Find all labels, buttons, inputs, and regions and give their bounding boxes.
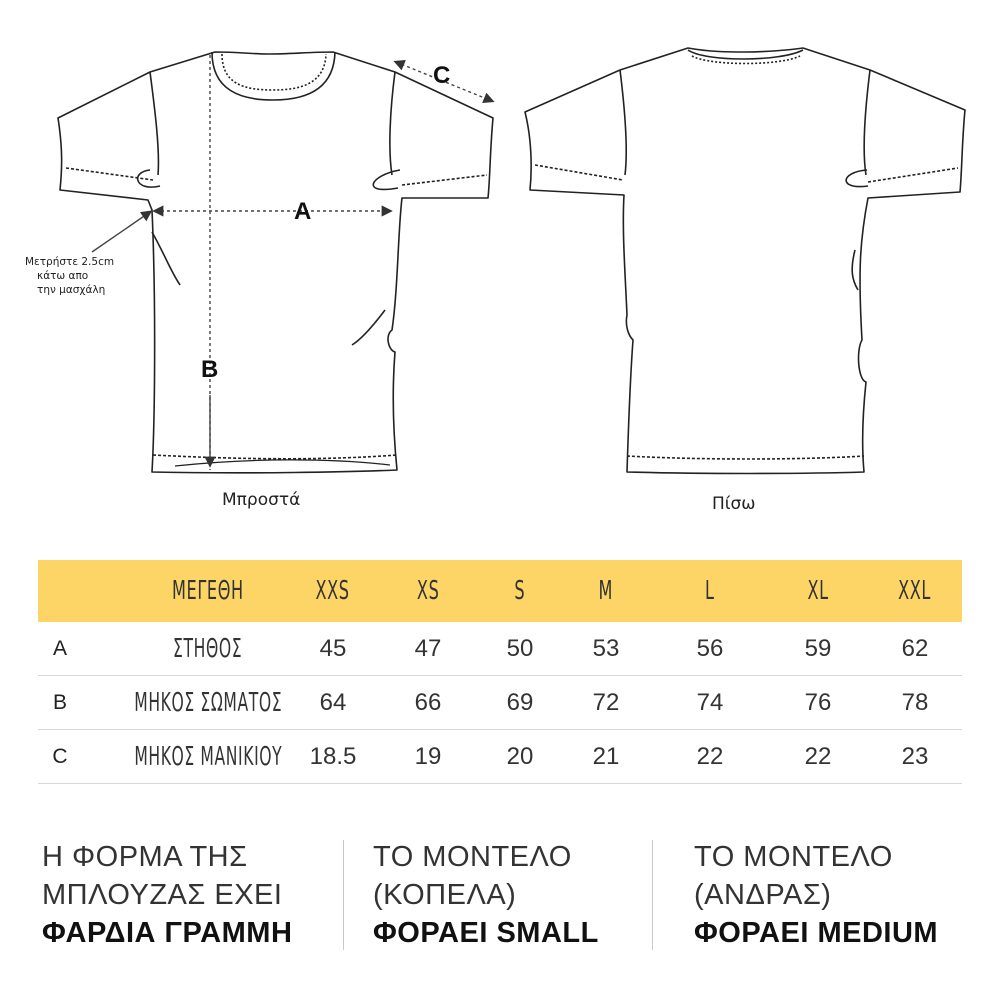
back-shirt-outline bbox=[525, 48, 965, 474]
row-name: ΜΗΚΟΣ ΣΩΜΑΤΟΣ bbox=[134, 687, 282, 718]
size-header: XXS bbox=[315, 576, 351, 606]
header-sizes-label: ΜΕΓΕΘΗ bbox=[172, 576, 244, 606]
table-cell: 45 bbox=[319, 634, 347, 662]
table-cell: 18.5 bbox=[309, 742, 357, 770]
table-cell: 50 bbox=[506, 634, 534, 662]
model-male-line: (ΑΝΔΡΑΣ) bbox=[694, 879, 832, 911]
model-female-info bbox=[373, 838, 599, 952]
size-header: S bbox=[514, 576, 526, 606]
model-male-info bbox=[694, 838, 938, 952]
table-cell: 69 bbox=[506, 688, 534, 716]
model-male-line: ΤΟ ΜΟΝΤΕΛΟ bbox=[694, 841, 893, 873]
table-cell: 62 bbox=[901, 634, 929, 662]
table-cell: 22 bbox=[804, 742, 832, 770]
table-cell: 23 bbox=[901, 742, 929, 770]
size-header: XXL bbox=[898, 576, 932, 606]
model-male-line-bold: ΦΟΡΑΕΙ MEDIUM bbox=[694, 917, 939, 949]
size-header: L bbox=[705, 576, 715, 606]
table-cell: 76 bbox=[804, 688, 832, 716]
model-female-line: (ΚΟΠΕΛΑ) bbox=[373, 879, 517, 911]
measure-note-line: την μασχάλη bbox=[37, 284, 106, 296]
fit-line-bold: ΦΑΡΔΙΑ ΓΡΑΜΜΗ bbox=[42, 917, 293, 949]
table-cell: 20 bbox=[506, 742, 534, 770]
table-cell: 21 bbox=[592, 742, 620, 770]
label-b: B bbox=[201, 356, 219, 383]
divider bbox=[652, 840, 653, 950]
size-table-header bbox=[38, 560, 962, 622]
size-header: M bbox=[598, 576, 614, 606]
table-cell: 64 bbox=[319, 688, 347, 716]
back-caption: Πίσω bbox=[712, 494, 756, 514]
table-cell: 56 bbox=[696, 634, 724, 662]
size-table bbox=[38, 560, 962, 784]
row-letter: A bbox=[52, 636, 67, 660]
divider bbox=[343, 840, 344, 950]
table-cell: 72 bbox=[592, 688, 620, 716]
table-cell: 59 bbox=[804, 634, 832, 662]
row-name: ΜΗΚΟΣ ΜΑΝΙΚΙΟΥ bbox=[134, 741, 282, 772]
header-sizes-label-cell bbox=[98, 560, 318, 622]
table-cell: 47 bbox=[414, 634, 442, 662]
front-caption: Μπροστά bbox=[222, 490, 301, 510]
fit-line: ΜΠΛΟΥΖΑΣ ΕΧΕΙ bbox=[42, 879, 283, 911]
model-female-line: ΤΟ ΜΟΝΤΕΛΟ bbox=[373, 841, 572, 873]
row-letter: B bbox=[52, 690, 67, 714]
table-cell: 53 bbox=[592, 634, 620, 662]
fit-line: Η ΦΟΡΜΑ ΤΗΣ bbox=[42, 841, 248, 873]
fit-info bbox=[42, 838, 292, 952]
row-letter: C bbox=[52, 744, 68, 768]
measure-note-line: κάτω απο bbox=[37, 270, 89, 282]
measure-lines bbox=[92, 55, 492, 470]
table-row bbox=[38, 730, 962, 784]
measure-note-line: Μετρήστε 2.5cm bbox=[25, 256, 115, 268]
table-cell: 78 bbox=[901, 688, 929, 716]
table-cell: 66 bbox=[414, 688, 442, 716]
table-cell: 19 bbox=[414, 742, 442, 770]
table-cell: 22 bbox=[696, 742, 724, 770]
label-a: A bbox=[294, 198, 312, 225]
note-pointer bbox=[92, 212, 150, 252]
front-shirt-outline bbox=[58, 52, 493, 473]
table-row bbox=[38, 622, 962, 676]
size-header: XS bbox=[416, 576, 440, 606]
table-cell: 74 bbox=[696, 688, 724, 716]
table-row bbox=[38, 676, 962, 730]
row-name: ΣΤΗΘΟΣ bbox=[173, 633, 243, 664]
size-header: XL bbox=[807, 576, 829, 606]
measure-note bbox=[25, 255, 114, 297]
label-c: C bbox=[433, 62, 451, 89]
model-female-line-bold: ΦΟΡΑΕΙ SMALL bbox=[373, 917, 599, 949]
